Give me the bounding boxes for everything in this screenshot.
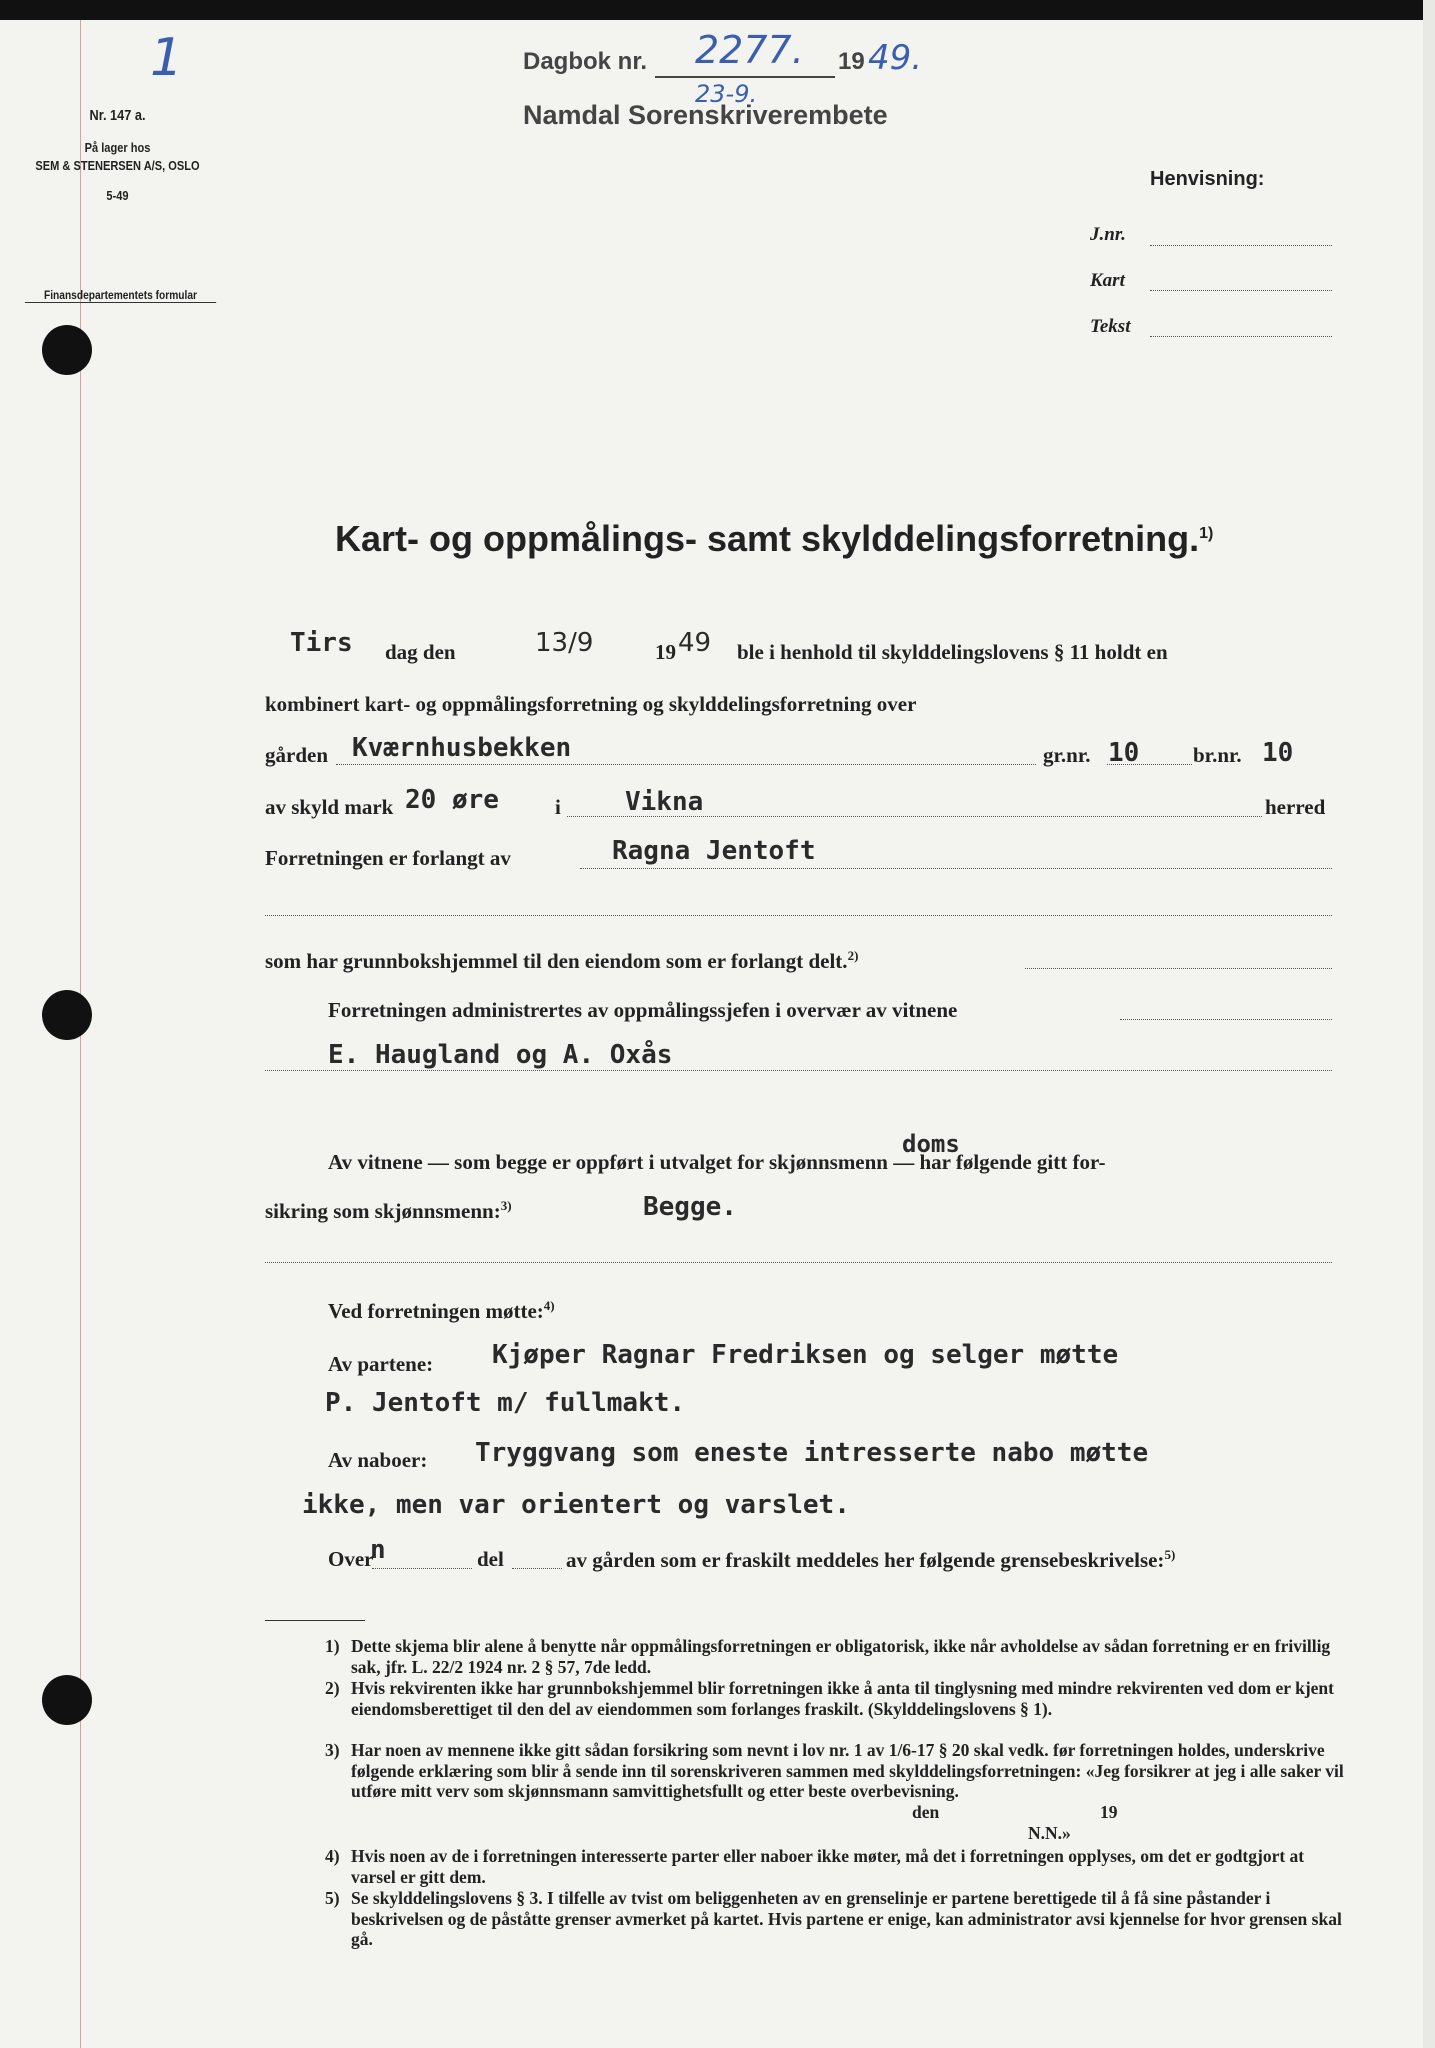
label: Av partene: <box>328 1352 434 1376</box>
label: Av naboer: <box>328 1448 428 1472</box>
stock-line: På lager hos <box>84 140 151 155</box>
label: sikring som skjønnsmenn:$^{3)}$ <box>265 1198 512 1223</box>
label: Forretningen er forlangt av <box>265 846 511 870</box>
assurance-value: Begge. <box>643 1192 737 1222</box>
bnr-value: 10 <box>1262 738 1294 768</box>
witnesses: E. Haugland og A. Oxås <box>328 1040 673 1070</box>
municipality: Vikna <box>625 787 704 817</box>
label: Over <box>328 1547 374 1571</box>
neighbours-line1: Tryggvang som eneste intresserte nabo møtte <box>475 1438 1149 1468</box>
punch-hole <box>42 325 92 375</box>
ref-tekst-label: Tekst <box>1090 316 1131 337</box>
parties-line1: Kjøper Ragnar Fredriksen og selger møtte <box>492 1340 1119 1370</box>
dagbok-label: Dagbok nr. <box>523 48 648 75</box>
label: del <box>477 1547 504 1571</box>
farm-name: Kværnhusbekken <box>352 733 572 763</box>
form-owner: Finansdepartementets formular <box>25 288 216 303</box>
scan-border <box>0 0 1435 20</box>
footnote: 1) Dette skjema blir alene å benytte når oppmålingsforretningen er obligatorisk, ikke når avholdelse av sådan forretning er en frivillig sak, jfr. L. 22/2 1924 nr. 2 § 57, 7de ledd. <box>325 1636 1331 1677</box>
label: ble i henhold til skylddelingslovens § 11 holdt en <box>737 640 1168 664</box>
footnote: 3) Har noen av mennene ikke gitt sådan forsikring som nevnt i lov nr. 1 av 1/6-17 § 20 skal vedk. før forretningen holdes, underskrive følgende erklæring som blir å sende inn til sorenskriveren sammen med skylddelingsforretningen: «Jeg forsikrer at jeg i alle saker vil utføre mitt verv som skjønnsmann samvittighetsfullt og etter beste overbevisning. <box>325 1740 1344 1801</box>
weekday-value: Tirs <box>290 628 353 658</box>
scan-border <box>1423 0 1435 2048</box>
footnote: 2) Hvis rekvirenten ikke har grunnbokshjemmel blir forretningen ikke å anta til tinglysning med mindre rekvirenten ved dom er kjent eiendomsberettiget til den del av eiendommen som forlanges fraskilt. (Skylddelingslovens § 1). <box>325 1678 1334 1719</box>
stock-line: SEM & STENERSEN A/S, OSLO <box>35 158 200 173</box>
label: br.nr. <box>1193 743 1242 767</box>
label: herred <box>1265 795 1326 819</box>
label: av skyld mark <box>265 795 394 819</box>
form-number: Nr. 147 a. <box>89 107 146 124</box>
footnote-sign: N.N.» <box>1028 1823 1071 1843</box>
over-value: n <box>370 1535 386 1565</box>
label: Av vitnene — som begge er oppført i utvalget for skjønnsmenn — har følgende gitt for- <box>328 1150 1106 1174</box>
office-name: Namdal Sorenskriverembete <box>523 100 888 130</box>
neighbours-line2: ikke, men var orientert og varslet. <box>302 1490 850 1520</box>
label: gården <box>265 743 328 767</box>
year-prefix: 19 <box>838 48 865 75</box>
sheet-number: 1 <box>150 28 184 88</box>
footnote: 4) Hvis noen av de i forretningen interesserte parter eller naboer ikke møter, må det i forretningen opplyses, om det er godtgjort at varsel er gitt dem. <box>325 1846 1305 1887</box>
footnote-rule <box>265 1620 365 1621</box>
requester: Ragna Jentoft <box>612 836 816 866</box>
label: kombinert kart- og oppmålingsforretning og skylddelingsforretning over <box>265 692 917 716</box>
label: 19 <box>655 640 676 664</box>
gnr-value: 10 <box>1108 738 1140 768</box>
footnote: 5) Se skylddelingslovens § 3. I tilfelle av tvist om beliggenheten av en grenselinje er partene berettigede til å få sine påstander i beskrivelsen og de påståtte grenser avmerket på kartet. Hvis partene er enige, kan administrator avsi kjennelse for hvor grensen skal gå. <box>325 1888 1342 1949</box>
label: i <box>555 795 561 819</box>
label: Ved forretningen møtte:$^{4)}$ <box>328 1298 555 1323</box>
ref-kart-label: Kart <box>1090 270 1125 291</box>
date-value: 13/9 <box>535 628 594 658</box>
skyld-value: 20 øre <box>405 785 499 815</box>
date-handwritten: 23-9. <box>695 80 758 108</box>
footnote-den: den <box>912 1802 940 1822</box>
label: som har grunnbokshjemmel til den eiendom som er forlangt delt.$^{2)}$ <box>265 948 859 973</box>
dagbok-number: 2277. <box>695 28 804 72</box>
label: dag den <box>385 640 456 664</box>
punch-hole <box>42 990 92 1040</box>
parties-line2: P. Jentoft m/ fullmakt. <box>325 1388 686 1418</box>
label: Forretningen administrertes av oppmålingssjefen i overvær av vitnene <box>328 998 958 1022</box>
year-value: 49 <box>678 628 712 658</box>
form-title: Kart- og oppmålings- samt skylddelingsforretning.$^{1)}$ <box>335 518 1214 559</box>
label: gr.nr. <box>1043 743 1091 767</box>
footnote-year: 19 <box>1100 1802 1118 1822</box>
reference-title: Henvisning: <box>1150 168 1265 190</box>
punch-hole <box>42 1675 92 1725</box>
doms-overwrite: doms <box>902 1130 960 1158</box>
ref-jnr-label: J.nr. <box>1090 224 1126 245</box>
edition: 5-49 <box>106 188 129 203</box>
label: av gården som er fraskilt meddeles her følgende grensebeskrivelse:$^{5)}$ <box>566 1547 1176 1572</box>
year-suffix: 49. <box>868 38 923 78</box>
